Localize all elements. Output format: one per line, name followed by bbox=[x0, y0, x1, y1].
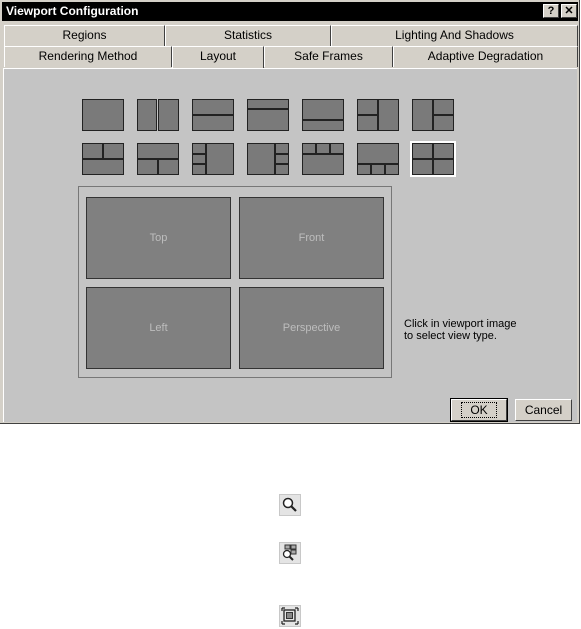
tab-statistics[interactable]: Statistics bbox=[165, 25, 331, 46]
ok-button[interactable] bbox=[451, 399, 507, 421]
viewport-perspective[interactable]: Perspective bbox=[239, 287, 384, 369]
layout-cell bbox=[192, 115, 234, 131]
layout-cell bbox=[82, 99, 124, 131]
layout-option-13[interactable] bbox=[357, 143, 399, 175]
dialog-title: Viewport Configuration bbox=[6, 4, 139, 18]
tab-layout[interactable]: Layout bbox=[172, 46, 264, 69]
layout-option-2[interactable] bbox=[137, 99, 179, 131]
layout-cell bbox=[192, 143, 206, 154]
layout-cell bbox=[357, 164, 371, 175]
viewport-top[interactable]: Top bbox=[86, 197, 231, 279]
layout-cell bbox=[371, 164, 385, 175]
layout-cell bbox=[82, 159, 124, 175]
layout-cell bbox=[247, 99, 289, 109]
ok-button-label: OK bbox=[461, 402, 496, 418]
layout-cell bbox=[302, 120, 344, 131]
layout-cell bbox=[433, 99, 454, 115]
tab-regions[interactable]: Regions bbox=[4, 25, 165, 46]
layout-option-3[interactable] bbox=[192, 99, 234, 131]
viewport-front[interactable]: Front bbox=[239, 197, 384, 279]
layout-cell bbox=[302, 154, 344, 175]
layout-cell bbox=[412, 143, 433, 159]
layout-cell bbox=[158, 159, 179, 175]
layout-option-10[interactable] bbox=[192, 143, 234, 175]
layout-cell bbox=[275, 154, 289, 164]
layout-cell bbox=[192, 99, 234, 115]
layout-cell bbox=[302, 143, 316, 154]
cancel-button[interactable]: Cancel bbox=[515, 399, 572, 421]
layout-cell bbox=[275, 143, 289, 154]
layout-option-9[interactable] bbox=[137, 143, 179, 175]
layout-cell bbox=[247, 143, 275, 175]
layout-option-6[interactable] bbox=[357, 99, 399, 131]
close-button[interactable]: ✕ bbox=[561, 4, 577, 18]
help-button[interactable]: ? bbox=[543, 4, 559, 18]
layout-cell bbox=[357, 143, 399, 164]
tab-lighting-and-shadows[interactable]: Lighting And Shadows bbox=[331, 25, 578, 46]
tab-rendering-method[interactable]: Rendering Method bbox=[4, 46, 172, 67]
layout-cell bbox=[433, 159, 454, 175]
zoom-icon[interactable] bbox=[279, 494, 301, 516]
layout-cell bbox=[330, 143, 344, 154]
layout-option-8[interactable] bbox=[82, 143, 124, 175]
layout-cell bbox=[412, 159, 433, 175]
layout-cell bbox=[275, 164, 289, 175]
layout-cell bbox=[433, 143, 454, 159]
layout-cell bbox=[357, 115, 378, 131]
tab-safe-frames[interactable]: Safe Frames bbox=[264, 46, 393, 67]
layout-option-14[interactable] bbox=[412, 143, 454, 175]
layout-option-12[interactable] bbox=[302, 143, 344, 175]
layout-cell bbox=[247, 109, 289, 131]
layout-option-4[interactable] bbox=[247, 99, 289, 131]
tab-adaptive-degradation[interactable]: Adaptive Degradation bbox=[393, 46, 578, 67]
layout-cell bbox=[158, 99, 179, 131]
layout-cell bbox=[385, 164, 399, 175]
layout-option-5[interactable] bbox=[302, 99, 344, 131]
viewport-left[interactable]: Left bbox=[86, 287, 231, 369]
zoom-region-icon[interactable] bbox=[279, 542, 301, 564]
layout-option-1[interactable] bbox=[82, 99, 124, 131]
layout-cell bbox=[137, 159, 158, 175]
layout-cell bbox=[302, 99, 344, 120]
layout-cell bbox=[378, 99, 399, 131]
layout-cell bbox=[206, 143, 234, 175]
layout-cell bbox=[103, 143, 124, 159]
layout-cell bbox=[357, 99, 378, 115]
layout-cell bbox=[192, 164, 206, 175]
layout-cell bbox=[137, 99, 157, 131]
layout-cell bbox=[412, 99, 433, 131]
hint-text: Click in viewport image to select view type. bbox=[404, 318, 517, 342]
layout-cell bbox=[137, 143, 179, 159]
viewport-preview bbox=[78, 186, 392, 378]
layout-cell bbox=[192, 154, 206, 164]
layout-option-11[interactable] bbox=[247, 143, 289, 175]
zoom-extents-icon[interactable] bbox=[279, 605, 301, 627]
layout-cell bbox=[316, 143, 330, 154]
layout-cell bbox=[433, 115, 454, 131]
layout-option-7[interactable] bbox=[412, 99, 454, 131]
title-bar bbox=[2, 2, 578, 21]
layout-cell bbox=[82, 143, 103, 159]
